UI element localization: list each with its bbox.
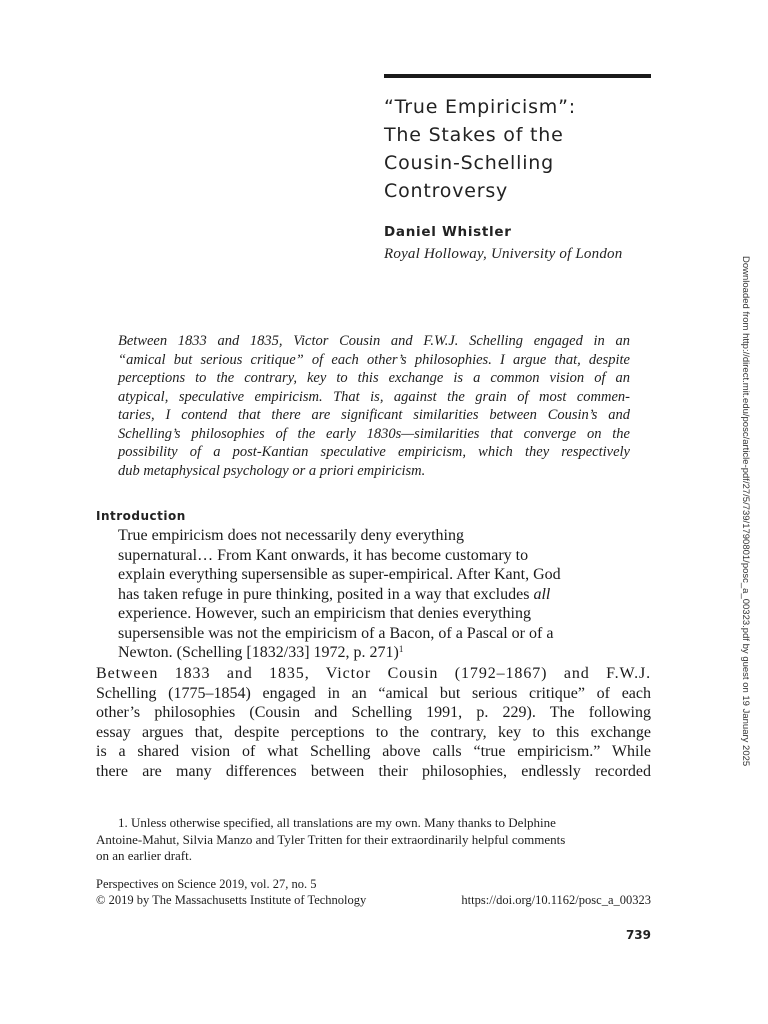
abstract (118, 332, 630, 480)
title-line: The Stakes of the (384, 124, 564, 146)
copyright-notice: © 2019 by The Massachusetts Institute of Technology (96, 892, 367, 907)
footnote-marker[interactable]: 1 (398, 644, 404, 654)
quote-line (118, 643, 638, 663)
title-line: “True Empiricism”: (384, 96, 576, 118)
journal-info (96, 877, 651, 908)
abstract-line: Between 1833 and 1835, Victor Cousin and F.W.J. Schelling engaged in an (118, 333, 630, 349)
journal-citation: Perspectives on Science 2019, vol. 27, no. 5 (96, 877, 317, 891)
quote-line: supersensible was not the empiricism of a Bacon, of a Pascal or of a (118, 624, 554, 642)
quote-emphasis: all (533, 585, 551, 603)
footnote (96, 815, 651, 865)
abstract-line: Schelling’s philosophies of the early 1830s—similarities that converge on the (118, 425, 630, 442)
quote-text: has taken refuge in pure thinking, posited in a way that excludes (118, 585, 534, 603)
quote-line: explain everything supersensible as super-empirical. After Kant, God (118, 566, 561, 583)
quote-line: True empiricism does not necessarily deny everything (118, 527, 464, 544)
footnote-line: on an earlier draft. (96, 848, 193, 863)
author-name: Daniel Whistler (384, 224, 512, 240)
footnote-line: 1. Unless otherwise specified, all translations are my own. Many thanks to Delphine (118, 815, 556, 830)
quote-line: experience. However, such an empiricism that denies everything (118, 605, 531, 622)
quote-citation: Newton. (Schelling [1832/33] 1972, p. 271) (118, 644, 399, 661)
title-line: Cousin-Schelling (384, 152, 554, 174)
abstract-line: atypical, speculative empiricism. That is, against the grain of most commen- (118, 388, 630, 405)
author-affiliation: Royal Holloway, University of London (384, 246, 623, 262)
abstract-line: taries, I contend that there are significant similarities between Cousin’s and (118, 407, 630, 423)
body-line: essay argues that, despite perceptions to the contrary, key to this exchange (96, 723, 651, 741)
download-note: Downloaded from http://direct.mit.edu/posc/article-pdf/27/5/739/1790801/posc_a_00323.pdf by guest on 19 January 2025 (740, 256, 751, 767)
title-rule (384, 74, 651, 78)
block-quote (118, 526, 638, 663)
abstract-line: perceptions to the contrary, key to this exchange is a common vision of an (118, 370, 630, 386)
title-line: Controversy (384, 180, 509, 202)
abstract-line: dub metaphysical psychology or a priori empiricism. (118, 462, 426, 479)
journal-row (96, 893, 651, 909)
body-line: there are many differences between their philosophies, endlessly recorded (96, 762, 651, 780)
quote-line (118, 585, 638, 605)
body-paragraph (96, 664, 651, 781)
doi-link[interactable]: https://doi.org/10.1162/posc_a_00323 (461, 892, 651, 907)
body-line: Schelling (1775–1854) engaged in an “amical but serious critique” of each (96, 684, 651, 702)
article-title (384, 93, 664, 205)
page-number: 739 (625, 928, 651, 942)
abstract-line: “amical but serious critique” of each other’s philosophies. I argue that, despite (118, 351, 630, 368)
body-line: Between 1833 and 1835, Victor Cousin (1792–1867) and F.W.J. (96, 665, 651, 682)
footnote-line: Antoine-Mahut, Silvia Manzo and Tyler Tritten for their extraordinarily helpful comments (96, 831, 566, 847)
body-line: is a shared vision of what Schelling above calls “true empiricism.” While (96, 743, 651, 760)
body-line: other’s philosophies (Cousin and Schelling 1991, p. 229). The following (96, 704, 651, 721)
abstract-line: possibility of a post-Kantian speculative empiricism, which they respectively (118, 444, 630, 460)
quote-line: supernatural… From Kant onwards, it has become customary to (118, 546, 529, 564)
section-heading: Introduction (96, 509, 186, 523)
